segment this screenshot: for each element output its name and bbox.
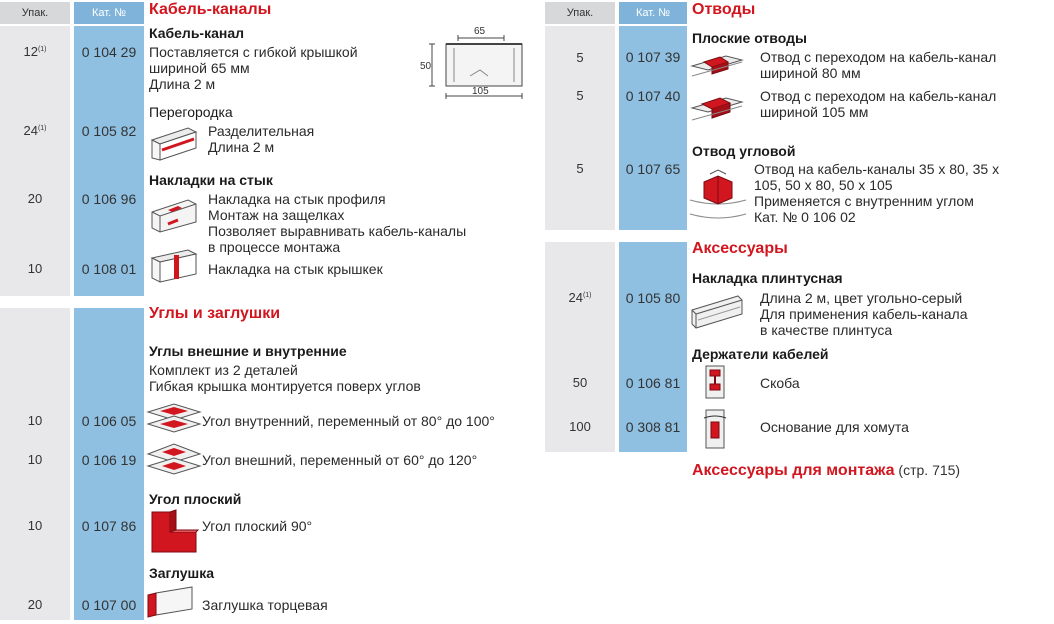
pack-value: 10 [27,518,43,533]
pack-value: 50 [572,375,588,390]
cat-code: 0 108 01 [81,261,137,277]
pack-value: 5 [576,50,584,65]
skirting-image [690,292,744,332]
desc-cable-clip: Скоба [760,375,800,391]
pack-value: 5 [576,88,584,103]
cat-code: 0 107 39 [625,49,681,65]
desc-cable-channel: Поставляется с гибкой крышкой шириной 65 мм Длина 2 м [149,44,358,92]
outer-corner-image [146,442,202,478]
cable-clip-image [700,362,730,402]
section-title-corners: Углы и заглушки [149,305,281,322]
heading-cable-holders: Держатели кабелей [692,346,829,362]
pack-value: 24$^{(1)}$ [23,123,47,138]
pack-value: 5 [576,161,584,176]
desc-joint-cover: Накладка на стык крышкек [208,261,383,277]
pack-value: 20 [27,597,43,612]
heading-corners: Углы внешние и внутренние [149,343,347,359]
cat-code: 0 105 82 [81,123,137,139]
column-header-pack: Упак. [0,2,70,24]
pack-value: 100 [569,419,591,434]
pack-value: 20 [27,191,43,206]
cat-code: 0 107 00 [81,597,137,613]
cat-code: 0 107 86 [81,518,137,534]
dim-width-bottom: 105 [472,86,489,97]
column-header-cat: Кат. № [74,2,144,24]
heading-joints: Накладки на стык [149,172,273,188]
cat-code: 0 106 81 [625,375,681,391]
cat-code: 0 107 65 [625,161,681,177]
flat-branch-80-image [690,48,744,82]
desc-corners: Комплект из 2 деталей Гибкая крышка монтируется поверх углов [149,362,421,394]
cat-code: 0 308 81 [625,419,681,435]
desc-flat-corner: Угол плоский 90° [202,518,313,534]
joint-profile-image [148,194,200,234]
cat-column-bg [74,26,144,296]
heading-skirting: Накладка плинтусная [692,270,843,286]
desc-cap: Заглушка торцевая [202,597,328,613]
corner-branch-image [688,164,748,226]
cat-code: 0 106 05 [81,413,137,429]
dim-height: 50 [420,61,432,72]
pack-value: 10 [27,452,43,467]
heading-partition: Перегородка [149,104,233,120]
desc-skirting: Длина 2 м, цвет угольно-серый Для применения кабель-канала в качестве плинтуса [760,290,968,338]
pack-column-bg [0,26,70,296]
heading-cap: Заглушка [149,565,214,581]
cat-code: 0 105 80 [625,290,681,306]
cat-code: 0 106 96 [81,191,137,207]
heading-corner-branch: Отвод угловой [692,143,796,159]
flat-branch-105-image [690,88,744,128]
desc-corner-branch: Отвод на кабель-каналы 35 x 80, 35 x 105, 50 x 80, 50 x 105 Применяется с внутренним углом Кат. № 0 106 02 [754,161,1000,225]
section-title-accessories: Аксессуары [692,240,788,257]
heading-flat-branches: Плоские отводы [692,30,807,46]
desc-flat-branch-105: Отвод с переходом на кабель-канал шириной 105 мм [760,88,997,120]
cat-code: 0 106 19 [81,452,137,468]
pack-value: 10 [27,413,43,428]
column-header-cat: Кат. № [619,2,687,24]
cat-code: 0 104 29 [81,44,137,60]
end-cap-image [146,585,198,619]
section-title-branches: Отводы [692,1,756,18]
desc-inner-corner: Угол внутренний, переменный от 80° до 100° [202,413,495,429]
flat-corner-image [148,508,200,556]
partition-image [148,124,200,162]
desc-flat-branch-80: Отвод с переходом на кабель-канал шириной 80 мм [760,49,997,81]
pack-value: 10 [27,261,43,276]
heading-cable-channel: Кабель-канал [149,25,245,41]
pack-value: 24$^{(1)}$ [568,290,592,305]
desc-outer-corner: Угол внешний, переменный от 60° до 120° [202,452,478,468]
heading-flat-corner: Угол плоский [149,491,242,507]
cat-code: 0 107 40 [625,88,681,104]
pack-value: 12$^{(1)}$ [23,44,47,59]
desc-partition: Разделительная Длина 2 м [208,123,315,155]
mounting-accessories-link[interactable]: Аксессуары для монтажа (стр. 715) [692,462,961,479]
inner-corner-image [146,402,202,436]
channel-profile-drawing [418,24,544,102]
desc-joint-profile: Накладка на стык профиля Монтаж на защелках Позволяет выравнивать кабель-каналы в процессе монтажа [208,191,467,255]
section-title-cable-channels: Кабель-каналы [149,1,272,18]
tie-base-image [700,408,730,450]
column-header-pack: Упак. [545,2,615,24]
desc-tie-base: Основание для хомута [760,419,909,435]
dim-width-top: 65 [474,26,486,37]
page-reference: (стр. 715) [894,462,961,478]
joint-cover-image [148,246,200,284]
